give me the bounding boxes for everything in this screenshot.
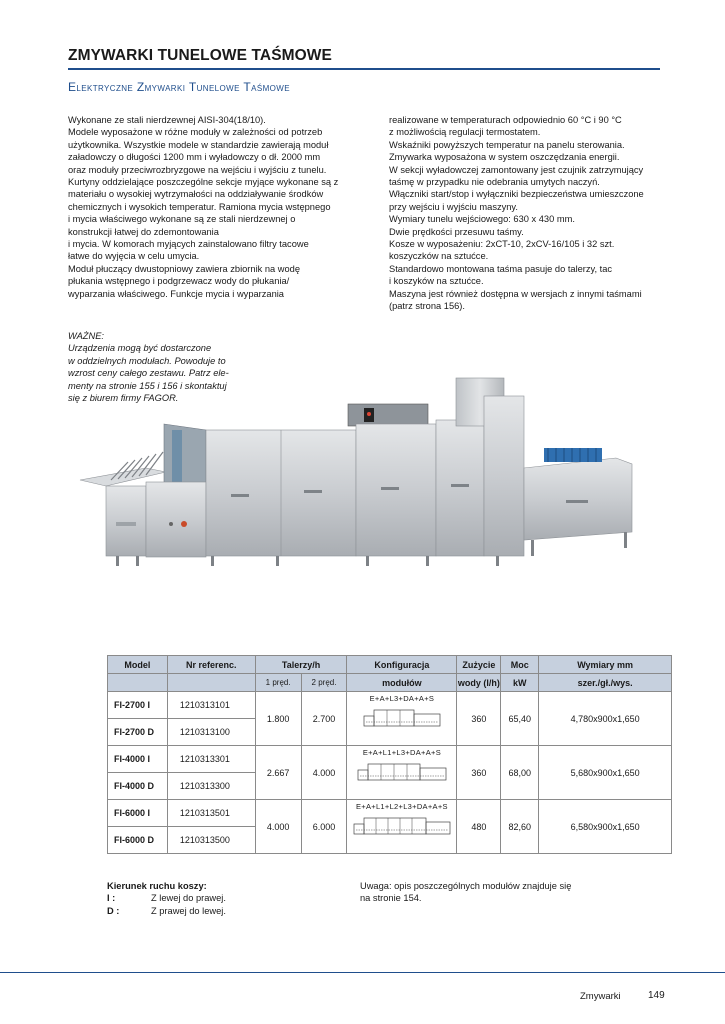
dims-cell: 5,680x900x1,650	[539, 746, 672, 800]
header-speed2: 2 pręd.	[301, 674, 347, 692]
power-cell: 65,40	[501, 692, 539, 746]
table-row	[108, 692, 672, 719]
ref-cell: 1210313100	[167, 719, 255, 746]
ref-cell: 1210313501	[167, 800, 255, 827]
model-cell: FI-6000 I	[108, 800, 168, 827]
note-line: w oddzielnych modułach. Powoduje to	[68, 355, 226, 366]
header-power: Moc	[501, 656, 539, 674]
header-model: Model	[108, 656, 168, 674]
note-line: Uwaga: opis poszczególnych modułów znajduje się	[360, 881, 572, 891]
text-line: realizowane w temperaturach odpowiednio 60 °C i 90 °C	[389, 115, 622, 125]
note-line: na stronie 154.	[360, 893, 422, 904]
ref-cell: 1210313500	[167, 827, 255, 854]
ref-cell: 1210313301	[167, 746, 255, 773]
page-number: 149	[648, 990, 665, 1001]
text-line: załadowczy o długości 1200 mm i wyładowczy o dł. 2000 mm	[68, 152, 321, 163]
config-diagram-icon	[362, 704, 442, 730]
power-cell: 82,60	[501, 800, 539, 854]
legend-item	[107, 905, 226, 917]
model-cell: FI-4000 I	[108, 746, 168, 773]
header-config2: modułów	[347, 674, 457, 692]
config-label: E+A+L1+L2+L3+DA+A+S	[356, 802, 448, 811]
text-line: i mycia właściwego wykonane są ze stali nierdzewnej o	[68, 214, 296, 225]
header-dims2: szer./gł./wys.	[539, 674, 672, 692]
config-cell	[347, 692, 457, 746]
config-cell	[347, 800, 457, 854]
header-blank	[108, 674, 168, 692]
header-speed1: 1 pręd.	[255, 674, 301, 692]
text-line: płukania wstępnego i podgrzewacz wody do płukania/	[68, 276, 290, 287]
water-cell: 360	[457, 692, 501, 746]
config-diagram-icon	[356, 758, 448, 784]
text-line: Wymiary tunelu wejściowego: 630 x 430 mm.	[389, 214, 575, 225]
direction-legend	[107, 880, 226, 917]
module-note	[360, 880, 620, 905]
dims-cell: 6,580x900x1,650	[539, 800, 672, 854]
footer-section: Zmywarki	[580, 991, 621, 1002]
text-line: Standardowo montowana taśma pasuje do talerzy, tac	[389, 263, 613, 274]
note-line: wzrost ceny całego zestawu. Patrz ele-	[68, 368, 229, 379]
legend-item	[107, 892, 226, 904]
header-config: Konfiguracja	[347, 656, 457, 674]
text-line: chemicznych i wysokich temperatur. Ramiona mycia wstępnego	[68, 201, 331, 212]
table-row	[108, 800, 672, 827]
model-cell: FI-4000 D	[108, 773, 168, 800]
table-row	[108, 746, 672, 773]
header-water: Zużycie	[457, 656, 501, 674]
text-line: Wskaźniki powyższych temperatur na panelu sterowania.	[389, 139, 625, 150]
text-line: Modele wyposażone w różne moduły w zależności od potrzeb	[68, 127, 323, 138]
legend-title: Kierunek ruchu koszy:	[107, 881, 207, 891]
note-line: menty na stronie 155 i 156 i skontaktuj	[68, 380, 227, 391]
body-text-left	[68, 114, 358, 300]
note-line: WAŻNE:	[68, 331, 104, 341]
text-line: przy wejściu i wyjściu maszyny.	[389, 201, 518, 212]
water-cell: 480	[457, 800, 501, 854]
speed1-cell: 1.800	[255, 692, 301, 746]
legend-key: D :	[107, 905, 120, 916]
text-line: Maszyna jest również dostępna w wersjach z innymi taśmami	[389, 288, 642, 299]
text-line: i mycia. W komorach myjących zainstalowano filtry tacowe	[68, 239, 309, 250]
text-line: oraz moduły przeciwrozbryzgowe na wejściu i wyjściu z tunelu.	[68, 164, 327, 175]
ref-cell: 1210313101	[167, 692, 255, 719]
header-dims: Wymiary mm	[539, 656, 672, 674]
text-line: W sekcji wyładowczej zamontowany jest czujnik zatrzymujący	[389, 164, 644, 175]
text-line: Moduł płuczący dwustopniowy zawiera zbiornik na wodę	[68, 263, 301, 274]
text-line: Wykonane ze stali nierdzewnej AISI-304(18/10).	[68, 115, 266, 125]
power-cell: 68,00	[501, 746, 539, 800]
header-power2: kW	[501, 674, 539, 692]
header-ref: Nr referenc.	[167, 656, 255, 674]
text-line: z możliwością regulacji termostatem.	[389, 127, 541, 138]
dishwasher-machine-illustration	[76, 372, 636, 572]
speed1-cell: 4.000	[255, 800, 301, 854]
spec-table	[107, 655, 672, 854]
section-subtitle: Elektryczne Zmywarki Tunelowe Taśmowe	[68, 80, 290, 94]
text-line: konstrukcji łatwej do zdemontowania	[68, 226, 219, 237]
text-line: taśmę w przypadku nie odebrania umytych naczyń.	[389, 177, 600, 188]
water-cell: 360	[457, 746, 501, 800]
title-rule	[68, 68, 660, 70]
text-line: (patrz strona 156).	[389, 301, 465, 312]
header-plates: Talerzy/h	[255, 656, 347, 674]
speed2-cell: 2.700	[301, 692, 347, 746]
header-blank	[167, 674, 255, 692]
text-line: wyparzania właściwego. Funkcje mycia i wyparzania	[68, 288, 284, 299]
speed2-cell: 4.000	[301, 746, 347, 800]
config-label: E+A+L3+DA+A+S	[369, 694, 435, 703]
text-line: Włączniki start/stop i wyłączniki bezpieczeństwa umieszczone	[389, 189, 644, 200]
text-line: Dwie prędkości przesuwu taśmy.	[389, 226, 524, 237]
page-title: ZMYWARKI TUNELOWE TAŚMOWE	[68, 47, 332, 64]
text-line: Kurtyny oddzielające poszczególne sekcje myjące wykonane są z	[68, 177, 339, 188]
config-cell	[347, 746, 457, 800]
note-line: Urządzenia mogą być dostarczone	[68, 343, 212, 354]
text-line: łatwe do wyjęcia w celu umycia.	[68, 251, 200, 262]
footer-rule	[0, 972, 725, 973]
config-diagram-icon	[352, 812, 452, 838]
header-water2: wody (l/h)	[457, 674, 501, 692]
note-line: się z biurem firmy FAGOR.	[68, 393, 179, 404]
text-line: koszyczków na sztućce.	[389, 251, 489, 262]
text-line: Zmywarka wyposażona w system oszczędzania energii.	[389, 152, 620, 163]
model-cell: FI-2700 I	[108, 692, 168, 719]
legend-text: Z prawej do lewej.	[151, 905, 226, 916]
ref-cell: 1210313300	[167, 773, 255, 800]
text-line: Kosze w wyposażeniu: 2xCT-10, 2xCV-16/105 i 32 szt.	[389, 239, 615, 250]
text-line: i koszyków na sztućce.	[389, 276, 484, 287]
speed1-cell: 2.667	[255, 746, 301, 800]
dims-cell: 4,780x900x1,650	[539, 692, 672, 746]
config-label: E+A+L1+L3+DA+A+S	[362, 748, 442, 757]
text-line: użytkownika. Wszystkie modele w standardzie zawierają moduł	[68, 139, 329, 150]
text-line: materiału o wysokiej wytrzymałości na oddziaływanie środków	[68, 189, 324, 200]
legend-text: Z lewej do prawej.	[151, 893, 226, 904]
model-cell: FI-2700 D	[108, 719, 168, 746]
model-cell: FI-6000 D	[108, 827, 168, 854]
legend-key: I :	[107, 893, 116, 904]
body-text-right	[389, 114, 669, 313]
speed2-cell: 6.000	[301, 800, 347, 854]
